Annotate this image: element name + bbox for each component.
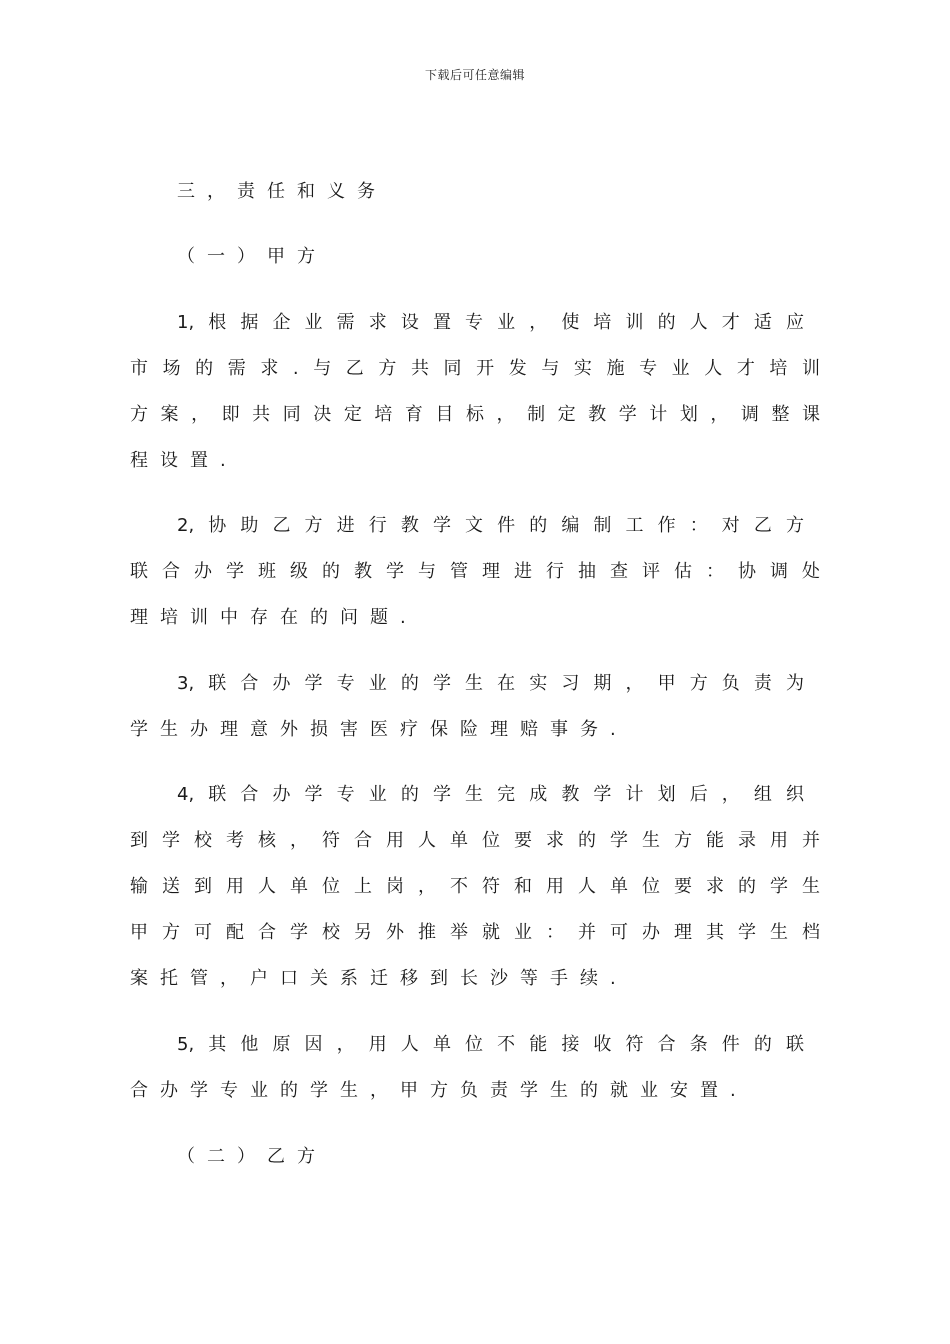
item-1-line-3: 方案，即共同决定培育目标，制定教学计划，调整课 [130, 404, 820, 425]
item-2-line-1: 2,协助乙方进行教学文件的编制工作：对乙方 [177, 515, 804, 536]
item-4-line-5: 案托管，户口关系迁移到长沙等手续. [130, 968, 628, 989]
item-4-line-3: 输送到用人单位上岗，不符和用人单位要求的学生 [130, 876, 820, 897]
section-title: 三，责任和义务 [177, 181, 387, 202]
item-3-line-1: 3,联合办学专业的学生在实习期，甲方负责为 [177, 673, 804, 694]
item-3-line-2: 学生办理意外损害医疗保险理赔事务. [130, 719, 628, 740]
item-1-line-4: 程设置. [130, 450, 238, 471]
item-4-line-2: 到学校考核，符合用人单位要求的学生方能录用并 [130, 830, 820, 851]
item-4-line-4: 甲方可配合学校另外推举就业：并可办理其学生档 [130, 922, 820, 943]
item-2-line-3: 理培训中存在的问题. [130, 607, 418, 628]
party-b-heading: （二）乙方 [177, 1146, 327, 1167]
item-5-line-2: 合办学专业的学生，甲方负责学生的就业安置. [130, 1080, 748, 1101]
party-a-heading: （一）甲方 [177, 246, 327, 267]
item-1-line-2: 市场的需求.与乙方共同开发与实施专业人才培训 [130, 358, 820, 379]
item-1-line-1: 1,根据企业需求设置专业，使培训的人才适应 [177, 312, 804, 333]
item-4-line-1: 4,联合办学专业的学生完成教学计划后，组织 [177, 784, 804, 805]
item-2-line-2: 联合办学班级的教学与管理进行抽查评估：协调处 [130, 561, 820, 582]
page-header: 下载后可任意编辑 [424, 68, 525, 82]
item-5-line-1: 5,其他原因，用人单位不能接收符合条件的联 [177, 1034, 804, 1055]
